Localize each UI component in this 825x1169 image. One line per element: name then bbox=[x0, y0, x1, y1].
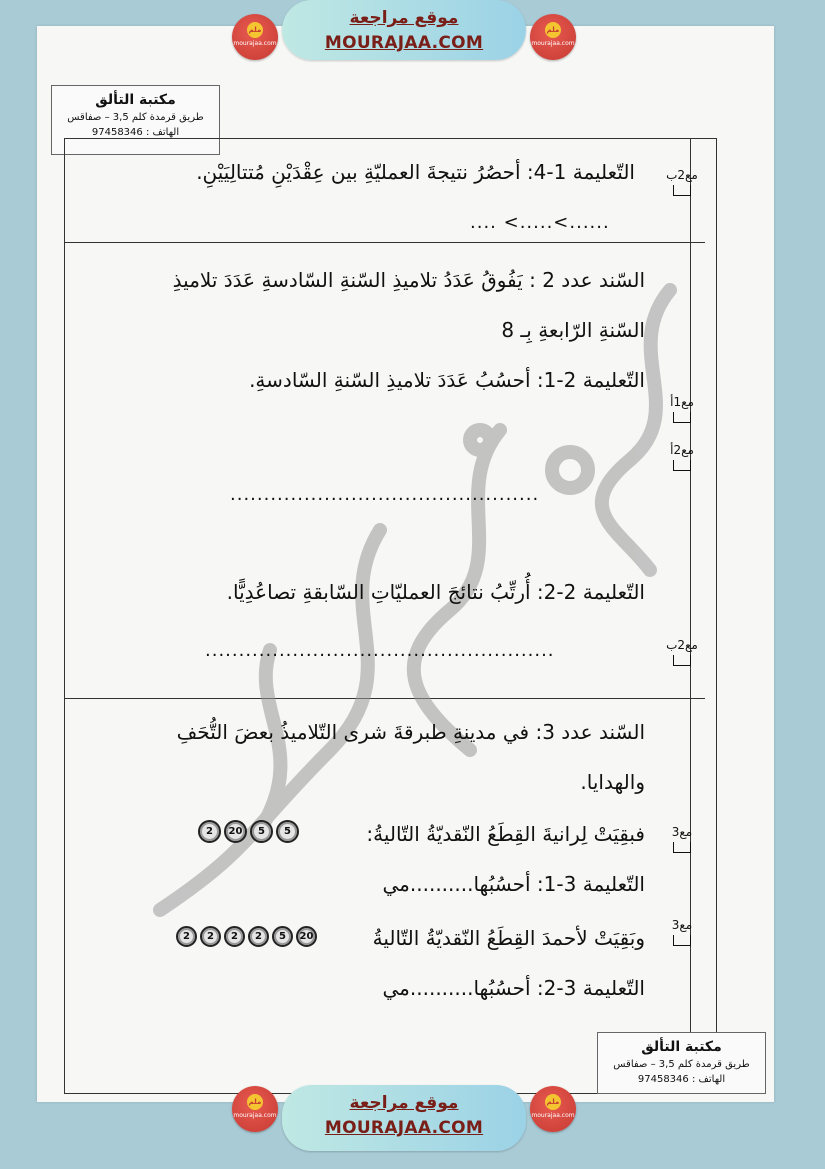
banner-latin-text[interactable]: MOURAJAA.COM bbox=[324, 33, 484, 53]
banner-latin-text[interactable]: MOURAJAA.COM bbox=[324, 1118, 484, 1138]
answer-2-2[interactable]: .................................................... bbox=[205, 640, 555, 661]
site-logo-right-top: ﻣﻠﻢ mourajaa.com bbox=[530, 14, 576, 60]
instruction-3-2: التّعليمة 3-2: أحسُبُها..........مي bbox=[382, 976, 645, 1000]
stamp-phone: الهاتف : 97458346 bbox=[637, 1074, 726, 1085]
criterion-c1: مع2ب bbox=[662, 168, 702, 196]
coin-5: 5 bbox=[272, 926, 293, 947]
stamp-address: طريق قرمدة كلم 3,5 – صفاقس bbox=[613, 1059, 750, 1070]
site-banner-top[interactable] bbox=[282, 0, 526, 60]
banner-arabic-text[interactable]: موقع مراجعة bbox=[349, 8, 459, 28]
answer-2-1[interactable]: .............................................. bbox=[230, 484, 540, 505]
coin-20: 20 bbox=[296, 926, 317, 947]
site-logo-left-top: ﻣﻠﻢ mourajaa.com bbox=[232, 14, 278, 60]
coin-2: 2 bbox=[198, 820, 221, 843]
criteria-column bbox=[652, 138, 717, 1094]
ahmad-coins-line: وبَقِيَتْ لأحمدَ القِطَعُ النّقديّةُ التّاليةُ bbox=[372, 926, 645, 950]
section-divider bbox=[64, 698, 705, 699]
banner-arabic-text[interactable]: موقع مراجعة bbox=[349, 1093, 459, 1113]
rania-coins bbox=[198, 820, 299, 843]
coin-20: 20 bbox=[224, 820, 247, 843]
instruction-3-1: التّعليمة 3-1: أحسُبُها..........مي bbox=[382, 872, 645, 896]
instruction-2-2: التّعليمة 2-2: أُرتِّبُ نتائجَ العمليّاتِ السّابقةِ تصاعُدِيًّا. bbox=[226, 580, 645, 604]
instruction-4-1: التّعليمة 1-4: أحصُرُ نتيجةَ العمليّةِ بين عِقْدَيْنِ مُتتالِيَيْنِ. bbox=[196, 160, 635, 184]
answer-4-1[interactable]: .... <.....<...... bbox=[470, 212, 610, 233]
sanad-3-line-1: السّند عدد 3: في مدينةِ طبرقةَ شرى التّلاميذُ بعضَ التُّحَفِ bbox=[176, 720, 645, 744]
rania-coins-line: فبقِيَتْ لِرانيةَ القِطَعُ النّقديّةُ التّاليةُ: bbox=[366, 822, 645, 846]
coin-5: 5 bbox=[250, 820, 273, 843]
criterion-c2: مع1أ bbox=[662, 395, 702, 423]
criterion-c3: مع2أ bbox=[662, 443, 702, 471]
coin-2: 2 bbox=[248, 926, 269, 947]
coin-5: 5 bbox=[276, 820, 299, 843]
stamp-title: مكتبة التألق bbox=[641, 1039, 722, 1055]
sanad-3-line-2: والهدايا. bbox=[580, 770, 645, 794]
sanad-2-line-2: السّنةِ الرّابعةِ بِـ 8 bbox=[501, 318, 645, 342]
stamp-title: مكتبة التألق bbox=[95, 92, 176, 108]
ahmad-coins bbox=[176, 926, 317, 947]
stamp-address: طريق قرمدة كلم 3,5 – صفاقس bbox=[67, 112, 204, 123]
sanad-2-line-1: السّند عدد 2 : يَفُوقُ عَدَدُ تلاميذِ السّنةِ السّادسةِ عَدَدَ تلاميذِ bbox=[172, 268, 645, 292]
stamp-phone: الهاتف : 97458346 bbox=[91, 127, 180, 138]
criterion-c4: مع2ب bbox=[662, 638, 702, 666]
instruction-2-1: التّعليمة 2-1: أحسُبُ عَدَدَ تلاميذِ السّنةِ السّادسةِ. bbox=[249, 368, 645, 392]
coin-2: 2 bbox=[224, 926, 245, 947]
site-logo-right-bottom: ﻣﻠﻢ mourajaa.com bbox=[530, 1086, 576, 1132]
section-divider bbox=[64, 242, 705, 243]
site-banner-bottom[interactable] bbox=[282, 1085, 526, 1151]
criterion-c6: مع3 bbox=[662, 918, 702, 946]
criterion-c5: مع3 bbox=[662, 825, 702, 853]
coin-2: 2 bbox=[200, 926, 221, 947]
coin-2: 2 bbox=[176, 926, 197, 947]
site-logo-left-bottom: ﻣﻠﻢ mourajaa.com bbox=[232, 1086, 278, 1132]
library-stamp-bottom bbox=[597, 1032, 766, 1094]
